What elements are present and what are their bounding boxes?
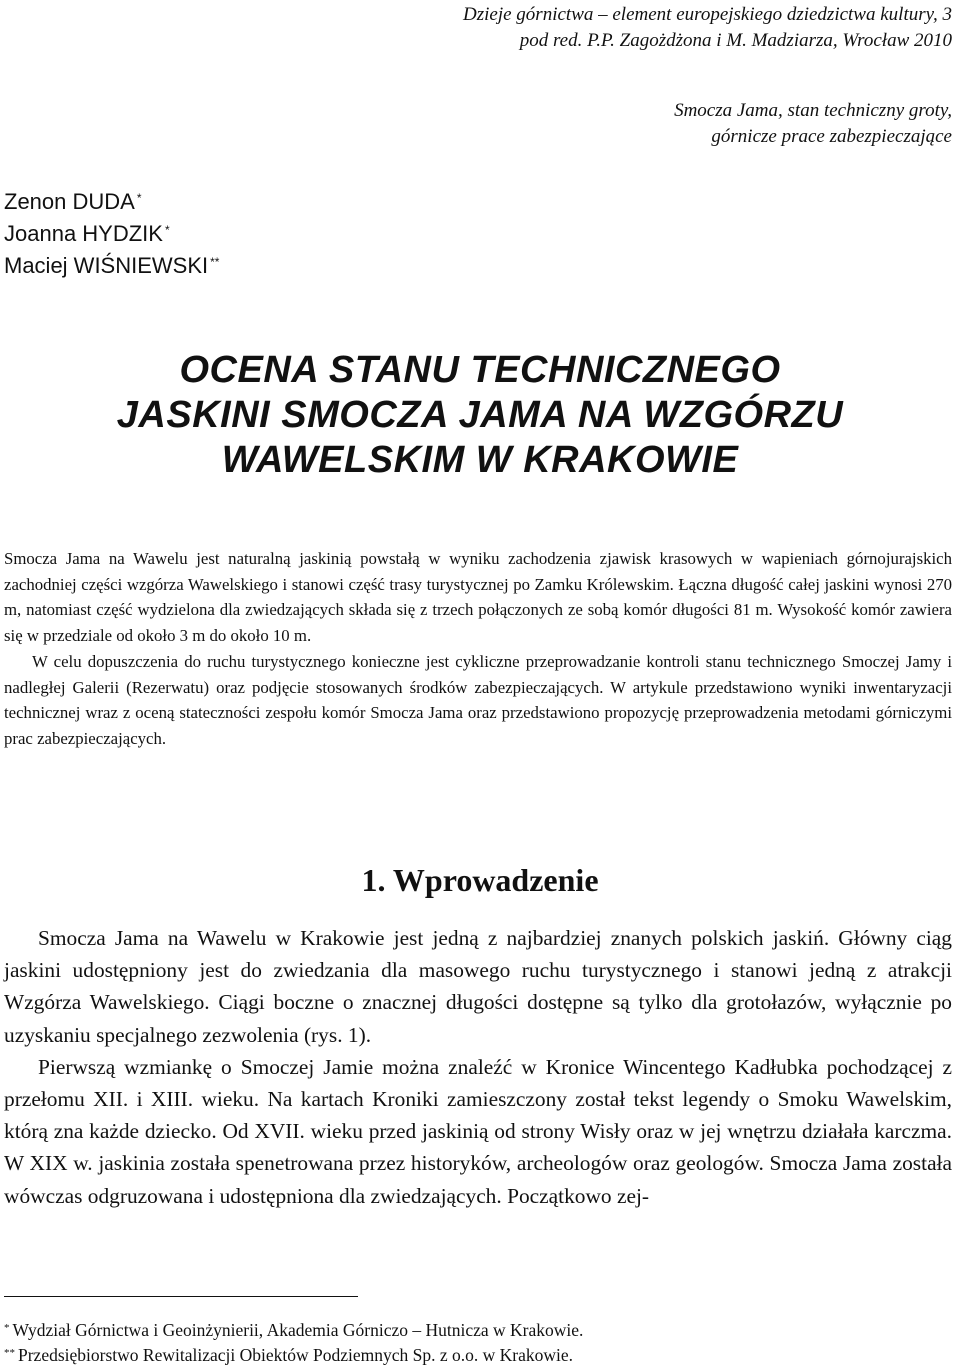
author-affiliation-mark: * — [136, 191, 142, 205]
author-item — [4, 186, 219, 218]
footnote-mark: * — [4, 1322, 10, 1334]
footnotes — [4, 1318, 583, 1368]
body-paragraph-1: Smocza Jama na Wawelu w Krakowie jest jedną z najbardziej znanych polskich jaskiń. Główny ciąg jaskini udostępniony jest do zwiedzania dla masowego ruchu turystycznego i stanowi jedną z atrakcji Wzgórza Wawelskiego. Ciągi boczne o znacznej długości dostępne są tylko dla grotołazów, wyłącznie po uzyskaniu specjalnego zezwolenia (rys. 1). — [4, 926, 952, 1047]
journal-header-line2: pod red. P.P. Zagożdżona i M. Madziarza, Wrocław 2010 — [519, 30, 952, 51]
author-affiliation-mark: * — [164, 223, 170, 237]
abstract — [4, 546, 952, 752]
abstract-paragraph-1: Smocza Jama na Wawelu jest naturalną jaskinią powstałą w wyniku zachodzenia zjawisk krasowych w wapieniach górnojurajskich zachodniej części wzgórza Wawelskiego i stanowi część trasy turystycznej po Zamku Królewskim. Łączna długość całej jaskini wynosi 270 m, natomiast część wydzielona dla zwiedzających składa się z trzech połączonych ze sobą komór długości 81 m. Wysokość komór zawiera się w przedziale od około 3 m do około 10 m. — [4, 549, 952, 646]
journal-header-line1: Dzieje górnictwa – element europejskiego dziedzictwa kultury, 3 — [463, 4, 952, 25]
author-item — [4, 218, 219, 250]
footnote-mark: ** — [4, 1347, 15, 1359]
author-name: Zenon DUDA — [4, 189, 135, 214]
author-name: Joanna HYDZIK — [4, 221, 163, 246]
author-affiliation-mark: ** — [210, 255, 220, 269]
journal-header — [252, 2, 952, 54]
section-heading: 1. Wprowadzenie — [361, 862, 599, 898]
running-title-line2: górnicze prace zabezpieczające — [711, 126, 952, 147]
abstract-paragraph-2: W celu dopuszczenia do ruchu turystycznego konieczne jest cykliczne przeprowadzanie kontroli stanu technicznego Smoczej Jamy i nadległej Galerii (Rezerwatu) oraz podjęcie stosowanych środków zabezpieczających. W artykule przedstawiono wyniki inwentaryzacji technicznej wraz z oceną stateczności zespołu komór Smocza Jama oraz przedstawiono propozycję przeprowadzenia metodami górniczymi prac zabezpieczających. — [4, 651, 952, 748]
paper-title — [0, 348, 960, 483]
author-name: Maciej WIŚNIEWSKI — [4, 253, 209, 278]
footnote-text: Wydział Górnictwa i Geoinżynierii, Akademia Górniczo – Hutnicza w Krakowie. — [12, 1320, 584, 1340]
footnote-divider — [4, 1296, 358, 1297]
paper-title-line3: WAWELSKIM W KRAKOWIE — [221, 439, 739, 481]
author-item — [4, 250, 219, 282]
paper-title-line2: JASKINI SMOCZA JAMA NA WZGÓRZU — [116, 394, 844, 436]
footnote-item — [4, 1343, 583, 1368]
author-list — [4, 186, 219, 282]
running-title-line1: Smocza Jama, stan techniczny groty, — [674, 100, 952, 121]
running-title — [352, 98, 952, 150]
section-body — [4, 922, 952, 1212]
paper-title-line1: OCENA STANU TECHNICZNEGO — [179, 349, 781, 391]
footnote-item — [4, 1318, 583, 1343]
body-paragraph-2: Pierwszą wzmiankę o Smoczej Jamie można znaleźć w Kronice Wincentego Kadłubka pochodzącej z przełomu XII. i XIII. wieku. Na kartach Kroniki zamieszczony został tekst legendy o Smoku Wawelskim, którą zna każde dziecko. Od XVII. wieku przed jaskinią od strony Wisły oraz w jej wnętrzu działała karczma. W XIX w. jaskinia została spenetrowana przez historyków, archeologów oraz geologów. Smocza Jama została wówczas odgruzowana i udostępniona dla zwiedzających. Początkowo zej- — [4, 1054, 952, 1208]
footnote-text: Przedsiębiorstwo Rewitalizacji Obiektów Podziemnych Sp. z o.o. w Krakowie. — [18, 1345, 574, 1365]
